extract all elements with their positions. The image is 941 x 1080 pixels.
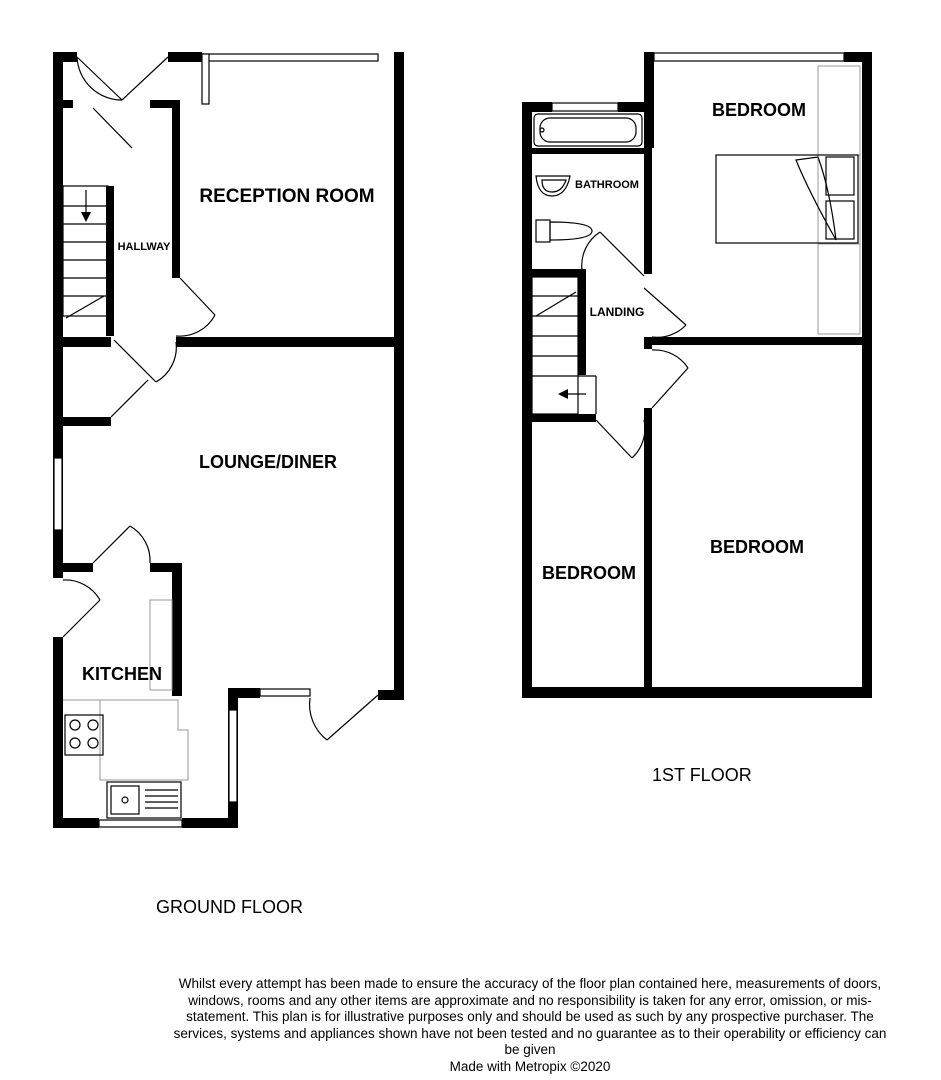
window xyxy=(99,820,182,827)
wall xyxy=(53,337,111,347)
kitchen-label: KITCHEN xyxy=(82,664,162,684)
wall xyxy=(394,52,404,700)
wall xyxy=(150,563,182,572)
reception-room-label: RECEPTION ROOM xyxy=(199,186,375,207)
hallway-label: HALLWAY xyxy=(117,241,171,253)
wall xyxy=(53,563,93,572)
wall xyxy=(378,690,404,700)
wall xyxy=(53,52,77,62)
wall xyxy=(53,637,63,828)
wall xyxy=(172,108,180,278)
bedroom-small-label: BEDROOM xyxy=(542,563,636,583)
wall xyxy=(644,408,652,692)
wall xyxy=(532,414,596,422)
wall xyxy=(578,269,586,375)
wall xyxy=(172,563,182,696)
stairs-first xyxy=(532,277,596,414)
kitchen-units xyxy=(63,600,188,818)
disclaimer xyxy=(170,976,890,1075)
wall xyxy=(53,100,73,108)
bedroom-top-label: BEDROOM xyxy=(712,100,806,120)
lounge-diner-label: LOUNGE/DINER xyxy=(198,452,338,472)
landing-label: LANDING xyxy=(589,305,645,319)
wall xyxy=(150,100,180,108)
wall xyxy=(106,186,114,336)
wall xyxy=(532,269,584,277)
wall xyxy=(844,52,872,62)
bathroom-fittings xyxy=(534,114,642,242)
window xyxy=(552,103,618,111)
credit-text: Made with Metropix ©2020 xyxy=(449,1058,611,1074)
window xyxy=(260,689,310,696)
ground-floor-title: GROUND FLOOR xyxy=(156,897,304,917)
wall xyxy=(522,102,532,698)
window xyxy=(202,54,378,61)
wall xyxy=(644,337,652,349)
wall xyxy=(644,148,652,274)
window xyxy=(202,54,209,104)
first-floor-title: 1ST FLOOR xyxy=(652,765,752,785)
window xyxy=(654,53,844,61)
wall xyxy=(644,52,654,148)
door-front xyxy=(63,57,378,740)
wall xyxy=(652,337,872,345)
wall xyxy=(522,102,552,112)
wall xyxy=(862,52,872,698)
ground-floor-plan xyxy=(53,52,404,828)
wall xyxy=(168,52,202,62)
wall xyxy=(53,417,111,426)
stairs-ground xyxy=(63,186,108,318)
bedroom-large-label: BEDROOM xyxy=(710,537,804,557)
first-floor-plan xyxy=(522,52,872,698)
wall xyxy=(522,687,872,698)
bathroom-label: BATHROOM xyxy=(575,179,639,191)
wall xyxy=(176,337,404,347)
disclaimer-text: Whilst every attempt has been made to ensure the accuracy of the floor plan contained here, measurements of doors, windows, rooms and any other items are approximate and no responsibility is taken for any error, omission, or mis-statement. This plan is for illustrative purposes only and should be used as such by any prospective purchaser. The services, systems and appliances shown have not been tested and no guarantee as to their operability or efficiency can be given xyxy=(173,976,887,1057)
wall xyxy=(182,818,238,828)
window xyxy=(54,458,62,530)
wall xyxy=(532,148,644,154)
window xyxy=(229,710,237,802)
